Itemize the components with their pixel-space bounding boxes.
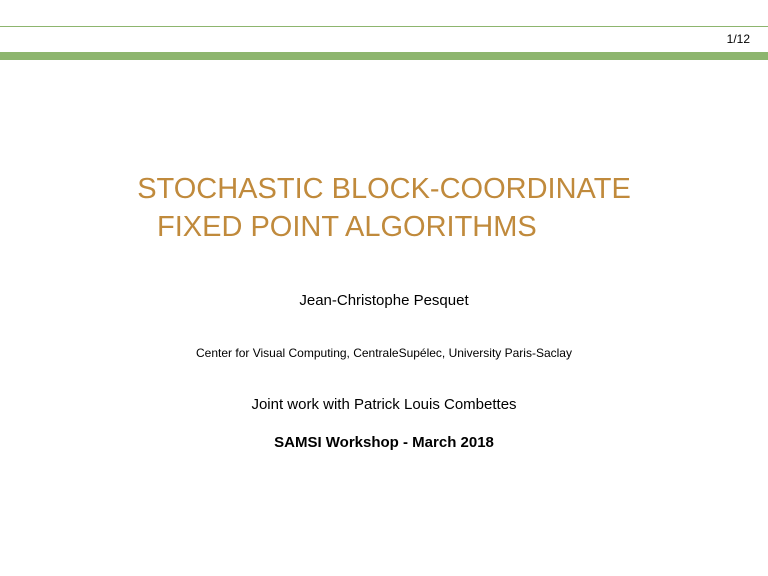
page-number: 1/12 [726,32,750,46]
header-accent-bar [0,52,768,60]
slide-title-line-2: FIXED POINT ALGORITHMS [157,211,537,243]
header-divider-line [0,26,768,27]
event-name: SAMSI Workshop - March 2018 [274,434,494,451]
slide-title [0,170,768,246]
author-affiliation: Center for Visual Computing, CentraleSupélec, University Paris-Saclay [196,346,572,360]
joint-work-note: Joint work with Patrick Louis Combettes [251,396,517,413]
slide-title-line-1: STOCHASTIC BLOCK-COORDINATE [137,173,631,205]
author-name: Jean-Christophe Pesquet [299,292,469,309]
